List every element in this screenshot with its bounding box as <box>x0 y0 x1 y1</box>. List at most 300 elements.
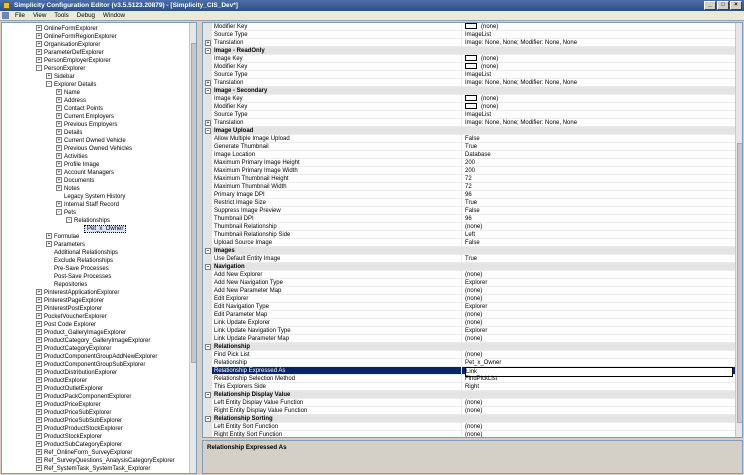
grid-property-row[interactable] <box>203 287 735 295</box>
tree-node[interactable] <box>56 201 119 209</box>
grid-property-row[interactable] <box>203 191 735 199</box>
grid-property-row[interactable] <box>203 79 735 87</box>
image-swatch-icon <box>465 63 477 69</box>
grid-property-row[interactable] <box>203 431 735 438</box>
tree-node-label: Internal Staff Record <box>64 202 119 208</box>
property-value-text: (none) <box>465 288 483 294</box>
expand-icon[interactable]: + <box>37 449 41 456</box>
grid-scrollbar[interactable] <box>735 23 743 437</box>
expand-icon[interactable]: + <box>37 345 41 352</box>
grid-property-row[interactable] <box>203 279 735 287</box>
document-icon[interactable] <box>2 12 9 19</box>
tree-node[interactable] <box>36 49 104 57</box>
expand-icon[interactable]: + <box>57 129 61 136</box>
property-value-text: ImageList <box>465 112 492 118</box>
tree-node[interactable] <box>56 161 99 169</box>
tree-node[interactable] <box>36 65 85 73</box>
tree-node-label: ProductDistributionExplorer <box>44 370 118 376</box>
grid-property-row[interactable] <box>203 383 735 391</box>
grid-property-row[interactable] <box>203 23 735 31</box>
grid-property-row[interactable] <box>203 311 735 319</box>
property-value[interactable] <box>465 407 733 415</box>
tree-node-label: OnlineFormExplorer <box>44 26 98 32</box>
property-name: Thumbnail Relationship Side <box>214 231 462 239</box>
expand-icon[interactable]: + <box>37 457 41 464</box>
grid-property-row[interactable] <box>203 55 735 63</box>
row-gutter <box>203 151 212 159</box>
property-value[interactable] <box>465 239 733 247</box>
expand-icon[interactable]: + <box>47 73 51 80</box>
grid-property-row[interactable] <box>203 183 735 191</box>
explorer-tree[interactable] <box>1 22 197 474</box>
expand-icon[interactable]: + <box>206 120 210 126</box>
property-value-text: Explorer <box>465 280 488 286</box>
property-value[interactable] <box>465 231 733 239</box>
grid-property-row[interactable] <box>203 327 735 335</box>
expand-icon[interactable]: + <box>57 121 61 128</box>
expand-icon[interactable]: + <box>37 385 41 392</box>
row-gutter <box>203 175 212 183</box>
tree-node[interactable] <box>46 249 118 257</box>
property-value[interactable] <box>465 23 733 31</box>
grid-property-row[interactable] <box>203 407 735 415</box>
property-name: Modifier Key <box>214 63 462 71</box>
expand-icon[interactable]: + <box>37 305 41 312</box>
collapse-icon[interactable]: − <box>206 128 210 134</box>
expand-icon[interactable]: + <box>57 185 61 192</box>
property-name: Maximum Primary Image Height <box>214 159 462 167</box>
tree-node[interactable] <box>36 417 122 425</box>
tree-node[interactable] <box>36 353 157 361</box>
tree-node-label: Previous Owned Vehicles <box>64 146 133 152</box>
property-value[interactable] <box>465 183 733 191</box>
property-name: Edit Parameter Map <box>214 311 462 319</box>
property-value[interactable] <box>465 39 733 47</box>
tree-node[interactable] <box>36 41 100 49</box>
tree-node[interactable] <box>66 217 110 225</box>
menu-window[interactable]: Window <box>102 12 125 19</box>
property-value[interactable] <box>465 327 733 335</box>
tree-node[interactable] <box>36 449 132 457</box>
tree-node[interactable] <box>46 273 111 281</box>
expand-icon[interactable]: + <box>57 201 61 208</box>
row-gutter <box>203 335 212 343</box>
expand-icon[interactable]: + <box>57 177 61 184</box>
window-controls <box>704 1 742 10</box>
grid-property-row[interactable] <box>203 31 735 39</box>
row-gutter <box>203 271 212 279</box>
property-value[interactable] <box>465 103 733 111</box>
grid-property-row[interactable] <box>203 151 735 159</box>
property-value-text: (none) <box>465 400 483 406</box>
expand-icon[interactable]: + <box>37 441 41 448</box>
grid-category[interactable] <box>203 247 735 255</box>
expand-icon[interactable]: + <box>57 153 61 160</box>
tree-node-label: Documents <box>64 178 95 184</box>
tree-node[interactable] <box>36 289 119 297</box>
grid-property-row[interactable] <box>203 63 735 71</box>
expand-icon[interactable]: + <box>47 241 51 248</box>
tree-node[interactable] <box>36 377 87 385</box>
tree-node[interactable] <box>46 233 79 241</box>
menu-file[interactable]: File <box>15 12 25 19</box>
grid-property-row[interactable] <box>203 119 735 127</box>
property-value-text: Explorer <box>465 328 488 334</box>
tree-node[interactable] <box>36 305 102 313</box>
maximize-button[interactable]: □ <box>717 1 729 10</box>
tree-node[interactable] <box>46 265 109 273</box>
tree-node-label: Account Managers <box>64 170 115 176</box>
tree-scrollbar[interactable] <box>189 23 197 473</box>
grid-property-row[interactable] <box>203 71 735 79</box>
grid-property-row[interactable] <box>203 167 735 175</box>
grid-property-row[interactable] <box>203 367 735 375</box>
grid-property-row[interactable] <box>203 207 735 215</box>
expand-icon[interactable]: + <box>57 137 61 144</box>
tree-node[interactable] <box>56 177 94 185</box>
tree-node[interactable] <box>36 465 150 473</box>
tree-node[interactable] <box>56 97 86 105</box>
property-value-text: (none) <box>465 296 483 302</box>
tree-node[interactable] <box>36 425 123 433</box>
tree-node[interactable] <box>46 257 113 265</box>
tree-node-label: Name <box>64 90 81 96</box>
collapse-icon[interactable]: − <box>206 264 210 270</box>
expand-icon[interactable]: + <box>37 321 41 328</box>
tree-node[interactable] <box>56 137 126 145</box>
grid-property-row[interactable] <box>203 199 735 207</box>
property-value[interactable] <box>465 319 733 327</box>
tree-node-label: ProductPriceSubExplorer <box>44 410 112 416</box>
tree-node[interactable] <box>46 281 87 289</box>
tree-node-label: ProductCategory_GalleryImageExplorer <box>44 338 151 344</box>
property-value[interactable] <box>465 31 733 39</box>
tree-node[interactable] <box>56 193 125 201</box>
tree-node[interactable] <box>36 409 111 417</box>
expand-icon[interactable]: + <box>37 377 41 384</box>
expand-icon[interactable]: + <box>37 409 41 416</box>
property-name: Maximum Primary Image Width <box>214 167 462 175</box>
property-value-text: (none) <box>481 96 499 102</box>
collapse-icon[interactable]: − <box>206 88 210 94</box>
expand-icon[interactable]: + <box>37 361 41 368</box>
grid-property-row[interactable] <box>203 303 735 311</box>
row-gutter <box>203 399 212 407</box>
tree-node-label: Contact Points <box>64 106 104 112</box>
property-value-text: 96 <box>465 216 472 222</box>
expand-icon[interactable]: + <box>37 313 41 320</box>
property-value-text: Link <box>466 369 478 375</box>
row-gutter <box>203 327 212 335</box>
row-gutter <box>203 279 212 287</box>
collapse-icon[interactable]: - <box>46 81 52 87</box>
grid-category[interactable] <box>203 87 735 95</box>
tree-node[interactable] <box>36 441 122 449</box>
tree-node-label: Legacy System History <box>64 194 126 200</box>
expand-icon[interactable]: + <box>37 49 41 56</box>
tree-node[interactable] <box>36 313 107 321</box>
grid-property-row[interactable] <box>203 95 735 103</box>
row-gutter <box>203 143 212 151</box>
expand-icon[interactable]: + <box>57 169 61 176</box>
tree-node-label: Profile Image <box>64 162 100 168</box>
expand-icon[interactable]: + <box>206 80 210 86</box>
tree-node[interactable] <box>56 89 80 97</box>
image-swatch-icon <box>465 55 477 61</box>
property-value[interactable] <box>465 119 733 127</box>
collapse-icon[interactable]: - <box>36 65 42 71</box>
property-value[interactable] <box>465 303 733 311</box>
tree-node[interactable] <box>56 185 80 193</box>
expand-icon[interactable]: + <box>37 337 41 344</box>
grid-property-row[interactable] <box>203 223 735 231</box>
tree-node[interactable] <box>56 169 114 177</box>
property-grid[interactable] <box>202 22 743 438</box>
expand-icon[interactable]: + <box>37 401 41 408</box>
tree-node[interactable] <box>46 81 96 89</box>
expand-icon[interactable]: + <box>37 393 41 400</box>
tree-node-label: PersonEmployerExplorer <box>44 58 111 64</box>
property-value[interactable] <box>465 207 733 215</box>
tree-node[interactable] <box>36 385 103 393</box>
property-name: Maximum Thumbnail Width <box>214 183 462 191</box>
expand-icon[interactable]: + <box>37 329 41 336</box>
row-gutter <box>203 183 212 191</box>
grid-property-row[interactable] <box>203 103 735 111</box>
property-value[interactable] <box>465 95 733 103</box>
tree-node-label: ProductCategoryExplorer <box>44 346 112 352</box>
property-value[interactable] <box>465 111 733 119</box>
property-value[interactable] <box>465 295 733 303</box>
collapse-icon[interactable]: − <box>206 248 210 254</box>
collapse-icon[interactable]: - <box>66 217 72 223</box>
property-value-text: Image: None, None; Modifier: None, None <box>465 120 578 126</box>
tree-node[interactable] <box>56 113 114 121</box>
expand-icon[interactable]: + <box>37 417 41 424</box>
tree-node[interactable] <box>56 105 103 113</box>
property-value[interactable] <box>465 55 733 63</box>
expand-icon[interactable]: + <box>37 369 41 376</box>
tree-node-label: ProductPriceExplorer <box>44 402 101 408</box>
grid-property-row[interactable] <box>203 39 735 47</box>
property-value-text: True <box>465 200 478 206</box>
collapse-icon[interactable]: − <box>206 416 210 422</box>
grid-property-row[interactable] <box>203 423 735 431</box>
close-button[interactable]: × <box>730 1 742 10</box>
tree-node[interactable] <box>36 345 111 353</box>
expand-icon[interactable]: + <box>37 289 41 296</box>
grid-scroll-thumb[interactable] <box>737 143 743 423</box>
title-bar <box>0 0 744 11</box>
tree-node-label: Post Code Explorer <box>44 322 97 328</box>
tree-node-label: Pre-Save Processes <box>54 266 109 272</box>
property-name: Relationship <box>214 359 462 367</box>
tree-node[interactable] <box>36 369 117 377</box>
property-value[interactable] <box>465 199 733 207</box>
grid-property-row[interactable] <box>203 135 735 143</box>
grid-property-row[interactable] <box>203 319 735 327</box>
grid-category[interactable] <box>203 127 735 135</box>
property-name: Modifier Key <box>214 103 462 111</box>
tree-node[interactable] <box>36 329 126 337</box>
expand-icon[interactable]: + <box>37 433 41 440</box>
property-name: Left Entity Display Value Function <box>214 399 462 407</box>
property-value-text: Database <box>465 152 491 158</box>
grid-category[interactable] <box>203 47 735 55</box>
tree-node-label: Current Owned Vehicle <box>64 138 126 144</box>
grid-property-row[interactable] <box>203 215 735 223</box>
expand-icon[interactable]: + <box>57 97 61 104</box>
tree-node[interactable] <box>36 361 145 369</box>
tree-node-label: Additional Relationships <box>54 250 119 256</box>
property-value-text: 200 <box>465 168 476 174</box>
property-value-text: ImageList <box>465 32 492 38</box>
tree-node[interactable] <box>76 225 126 233</box>
collapse-icon[interactable]: − <box>206 48 210 54</box>
grid-category[interactable] <box>203 343 735 351</box>
property-value[interactable] <box>465 79 733 87</box>
tree-node[interactable] <box>56 153 88 161</box>
expand-icon[interactable]: + <box>37 353 41 360</box>
expand-icon[interactable]: + <box>37 25 41 32</box>
grid-property-row[interactable] <box>203 111 735 119</box>
grid-property-row[interactable] <box>203 231 735 239</box>
property-value[interactable] <box>465 271 733 279</box>
grid-property-row[interactable] <box>203 175 735 183</box>
grid-property-row[interactable] <box>203 143 735 151</box>
property-name: Add New Parameter Map <box>214 287 462 295</box>
row-gutter <box>203 351 212 359</box>
tree-node[interactable] <box>36 401 101 409</box>
property-value[interactable] <box>465 151 733 159</box>
property-value[interactable] <box>465 255 733 263</box>
tree-node[interactable] <box>36 57 111 65</box>
tree-node[interactable] <box>36 433 102 441</box>
app-icon <box>3 2 10 9</box>
menu-tools[interactable]: Tools <box>54 12 69 19</box>
grid-property-row[interactable] <box>203 239 735 247</box>
tree-node[interactable] <box>56 121 117 129</box>
property-value[interactable] <box>465 143 733 151</box>
grid-category[interactable] <box>203 415 735 423</box>
collapse-icon[interactable]: - <box>56 209 62 215</box>
grid-property-row[interactable] <box>203 359 735 367</box>
grid-property-row[interactable] <box>203 159 735 167</box>
property-value[interactable] <box>465 359 733 367</box>
tree-scroll-thumb[interactable] <box>191 43 197 363</box>
property-value[interactable] <box>465 71 733 79</box>
property-name: Image Key <box>214 55 462 63</box>
grid-property-row[interactable] <box>203 295 735 303</box>
grid-category[interactable] <box>203 263 735 271</box>
property-name: Restrict Image Size <box>214 199 462 207</box>
row-gutter <box>203 167 212 175</box>
expand-icon[interactable]: + <box>37 425 41 432</box>
tree-node[interactable] <box>36 393 131 401</box>
grid-property-row[interactable] <box>203 335 735 343</box>
property-value[interactable] <box>465 191 733 199</box>
grid-property-row[interactable] <box>203 375 735 383</box>
menu-debug[interactable]: Debug <box>76 12 95 19</box>
property-value[interactable] <box>465 279 733 287</box>
tree-node[interactable] <box>36 25 98 33</box>
expand-icon[interactable]: + <box>37 465 41 472</box>
property-name: Image Location <box>214 151 462 159</box>
grid-category[interactable] <box>203 391 735 399</box>
grid-property-row[interactable] <box>203 399 735 407</box>
expand-icon[interactable]: + <box>57 161 61 168</box>
expand-icon[interactable]: + <box>37 41 41 48</box>
expand-icon[interactable]: + <box>206 40 210 46</box>
window-title: Simplicity Configuration Editor (v3.5.5123.20879) - [Simplicity_CIS_Dev*] <box>14 2 238 9</box>
property-value[interactable] <box>465 375 733 383</box>
property-name: Find Pick List <box>214 351 462 359</box>
property-value[interactable] <box>465 287 733 295</box>
property-value-text: ImageList <box>465 72 492 78</box>
expand-icon[interactable]: + <box>57 113 61 120</box>
row-gutter <box>203 55 212 63</box>
expand-icon[interactable]: + <box>57 89 61 96</box>
tree-node[interactable] <box>46 73 75 81</box>
property-value[interactable] <box>465 135 733 143</box>
tree-node[interactable] <box>36 457 175 465</box>
property-value[interactable] <box>465 423 733 431</box>
image-swatch-icon <box>465 23 477 29</box>
collapse-icon[interactable]: − <box>206 392 210 398</box>
menu-view[interactable]: View <box>32 12 47 19</box>
property-name: Source Type <box>214 71 462 79</box>
expand-icon[interactable]: + <box>37 297 41 304</box>
property-help-panel <box>202 440 743 474</box>
property-value[interactable] <box>465 223 733 231</box>
tree-node[interactable] <box>36 337 150 345</box>
property-value[interactable] <box>465 215 733 223</box>
property-value[interactable] <box>465 431 733 438</box>
tree-node[interactable] <box>36 297 104 305</box>
property-value-text: Left <box>465 232 476 238</box>
expand-icon[interactable]: + <box>37 33 41 40</box>
tree-node[interactable] <box>56 145 132 153</box>
property-value[interactable] <box>465 175 733 183</box>
collapse-icon[interactable]: − <box>206 344 210 350</box>
expand-icon[interactable]: + <box>57 145 61 152</box>
tree-node[interactable] <box>46 241 85 249</box>
property-value-text: False <box>465 208 480 214</box>
tree-node[interactable] <box>56 209 76 217</box>
tree-node[interactable] <box>36 33 117 41</box>
property-value[interactable] <box>465 399 733 407</box>
property-name: Thumbnail DPI <box>214 215 462 223</box>
expand-icon[interactable]: + <box>47 233 51 240</box>
property-value[interactable] <box>465 167 733 175</box>
property-value[interactable] <box>465 159 733 167</box>
expand-icon[interactable]: + <box>37 57 41 64</box>
minimize-button[interactable]: _ <box>704 1 716 10</box>
grid-property-row[interactable] <box>203 255 735 263</box>
property-value[interactable] <box>465 383 733 391</box>
tree-node[interactable] <box>56 129 82 137</box>
property-value[interactable] <box>465 335 733 343</box>
row-gutter <box>203 375 212 383</box>
grid-property-row[interactable] <box>203 351 735 359</box>
property-value[interactable] <box>465 311 733 319</box>
grid-property-row[interactable] <box>203 271 735 279</box>
expand-icon[interactable]: + <box>57 105 61 112</box>
tree-node-label: PocketVoucherExplorer <box>44 314 107 320</box>
property-value[interactable] <box>465 63 733 71</box>
tree-node[interactable] <box>36 321 96 329</box>
property-value[interactable] <box>465 351 733 359</box>
